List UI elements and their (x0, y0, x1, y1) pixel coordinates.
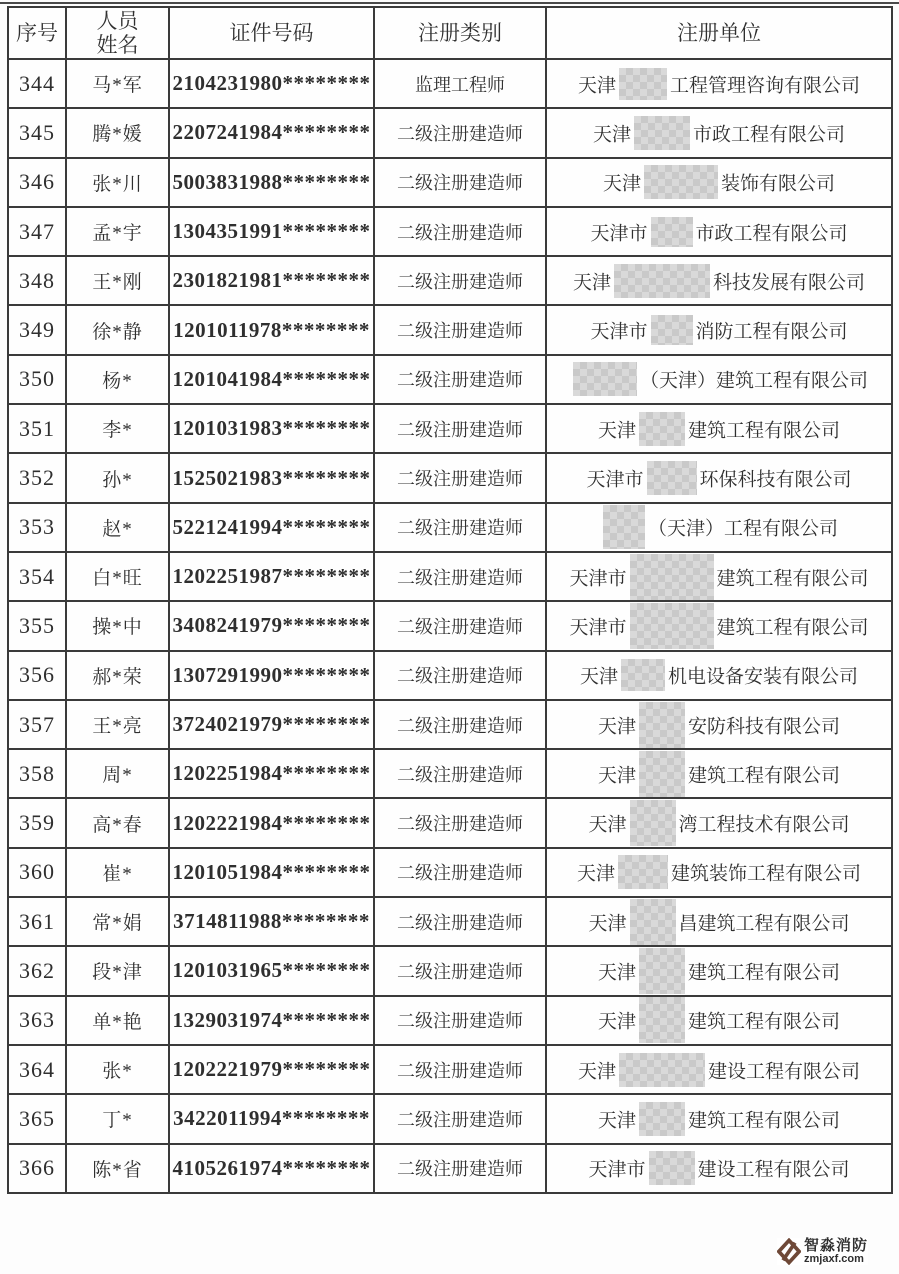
cell-registration-type: 二级注册建造师 (374, 848, 546, 897)
redaction-blur (614, 264, 710, 298)
cell-registration-type: 二级注册建造师 (374, 1094, 546, 1143)
header-registration-unit: 注册单位 (546, 7, 892, 59)
cell-person-name: 陈*省 (66, 1144, 169, 1193)
cell-registration-type: 二级注册建造师 (374, 996, 546, 1045)
header-registration-type: 注册类别 (374, 7, 546, 59)
redaction-blur (630, 603, 714, 649)
cell-registration-type: 二级注册建造师 (374, 946, 546, 995)
cell-person-name: 单*艳 (66, 996, 169, 1045)
unit-text: 天津市 (569, 568, 627, 590)
cropped-row-border (0, 2, 899, 4)
unit-text: 天津 (577, 1061, 616, 1083)
header-person-name (66, 7, 169, 59)
cell-registration-type: 二级注册建造师 (374, 256, 546, 305)
unit-text: 天津 (597, 765, 636, 787)
cell-serial: 362 (8, 946, 66, 995)
cell-registration-type: 二级注册建造师 (374, 552, 546, 601)
unit-text: 环保科技有限公司 (699, 469, 852, 491)
cell-person-name: 李* (66, 404, 169, 453)
cell-id-number: 5221241994******** (169, 503, 374, 552)
cell-person-name: 赵* (66, 503, 169, 552)
cell-serial: 356 (8, 651, 66, 700)
unit-text: 建筑工程有限公司 (688, 1110, 841, 1132)
cell-serial: 352 (8, 453, 66, 502)
cell-person-name: 徐*静 (66, 305, 169, 354)
redaction-blur (644, 165, 718, 199)
unit-text: 天津 (572, 272, 611, 294)
cell-registration-type: 二级注册建造师 (374, 749, 546, 798)
table-row (8, 848, 892, 897)
cell-id-number: 1202251987******** (169, 552, 374, 601)
cell-person-name: 崔* (66, 848, 169, 897)
cell-registration-type: 二级注册建造师 (374, 601, 546, 650)
unit-text: 天津 (597, 420, 636, 442)
cell-serial: 366 (8, 1144, 66, 1193)
redaction-blur (639, 702, 685, 748)
cell-serial: 361 (8, 897, 66, 946)
cell-id-number: 1201051984******** (169, 848, 374, 897)
unit-text: 工程管理咨询有限公司 (670, 75, 861, 97)
cell-serial: 363 (8, 996, 66, 1045)
unit-text: 消防工程有限公司 (695, 321, 848, 343)
redaction-blur (619, 1053, 705, 1087)
cell-serial: 365 (8, 1094, 66, 1143)
cell-registration-type: 二级注册建造师 (374, 404, 546, 453)
cell-id-number: 2104231980******** (169, 59, 374, 108)
table-row (8, 897, 892, 946)
table-row (8, 946, 892, 995)
cell-serial: 348 (8, 256, 66, 305)
redaction-blur (649, 1151, 695, 1185)
unit-text: 建设工程有限公司 (708, 1061, 861, 1083)
cell-serial: 346 (8, 158, 66, 207)
table-row (8, 552, 892, 601)
unit-text: 安防科技有限公司 (688, 716, 841, 737)
cell-registration-unit (546, 256, 892, 305)
cell-serial: 364 (8, 1045, 66, 1094)
cell-person-name: 孙* (66, 453, 169, 502)
redaction-blur (634, 116, 690, 150)
unit-text: 湾工程技术有限公司 (678, 814, 850, 836)
table-row (8, 1094, 892, 1143)
table-row (8, 355, 892, 404)
cell-id-number: 2207241984******** (169, 108, 374, 157)
header-id-number: 证件号码 (169, 7, 374, 59)
unit-text: 建筑装饰工程有限公司 (671, 863, 862, 885)
unit-text: 机电设备安装有限公司 (668, 666, 859, 688)
cell-person-name: 张*川 (66, 158, 169, 207)
unit-text: 天津 (577, 75, 616, 97)
cell-id-number: 3408241979******** (169, 601, 374, 650)
cell-registration-type: 二级注册建造师 (374, 1144, 546, 1193)
cell-serial: 349 (8, 305, 66, 354)
redaction-blur (639, 751, 685, 797)
header-serial: 序号 (8, 7, 66, 59)
redaction-blur (573, 362, 637, 396)
unit-text: 建筑工程有限公司 (688, 1011, 841, 1033)
header-person-name-line1: 人员 (96, 8, 139, 33)
table-row (8, 651, 892, 700)
cell-registration-type: 二级注册建造师 (374, 897, 546, 946)
cell-registration-type: 二级注册建造师 (374, 158, 546, 207)
zhimiao-diamond-logo-icon (777, 1238, 801, 1265)
cell-serial: 344 (8, 59, 66, 108)
cell-id-number: 1201041984******** (169, 355, 374, 404)
unit-text: 天津市 (588, 1159, 646, 1181)
table-row (8, 158, 892, 207)
table-row (8, 207, 892, 256)
cell-id-number: 1201011978******** (169, 305, 374, 354)
unit-text: （天津）工程有限公司 (647, 518, 838, 540)
cell-person-name: 杨* (66, 355, 169, 404)
table-row (8, 305, 892, 354)
redaction-blur (618, 855, 668, 889)
unit-text: 天津 (588, 913, 627, 935)
table-row (8, 1144, 892, 1193)
table-row (8, 453, 892, 502)
cell-registration-unit (546, 848, 892, 897)
unit-text: 建筑工程有限公司 (716, 617, 869, 639)
cell-id-number: 1202221984******** (169, 798, 374, 847)
unit-text: 天津 (576, 863, 615, 885)
table-row (8, 996, 892, 1045)
cell-registration-unit (546, 1094, 892, 1143)
cell-serial: 354 (8, 552, 66, 601)
cell-serial: 353 (8, 503, 66, 552)
cell-id-number: 1202251984******** (169, 749, 374, 798)
registration-table (7, 6, 893, 1194)
table-row (8, 749, 892, 798)
unit-text: 天津市 (586, 469, 644, 491)
cell-person-name: 孟*宇 (66, 207, 169, 256)
redaction-blur (639, 412, 685, 446)
header-row (8, 7, 892, 59)
cell-serial: 358 (8, 749, 66, 798)
cell-registration-type: 二级注册建造师 (374, 453, 546, 502)
cell-serial: 345 (8, 108, 66, 157)
cell-registration-unit (546, 1045, 892, 1094)
unit-text: 天津 (602, 173, 641, 195)
unit-text: 天津市 (569, 617, 627, 639)
table-row (8, 404, 892, 453)
redaction-blur (603, 505, 645, 549)
unit-text: （天津）建筑工程有限公司 (639, 370, 868, 392)
unit-text: 建筑工程有限公司 (716, 568, 869, 590)
redaction-blur (639, 997, 685, 1043)
unit-text: 昌建筑工程有限公司 (678, 913, 850, 935)
cell-id-number: 1201031965******** (169, 946, 374, 995)
cell-registration-type: 二级注册建造师 (374, 651, 546, 700)
cell-id-number: 1202221979******** (169, 1045, 374, 1094)
cell-registration-unit (546, 601, 892, 650)
cell-serial: 347 (8, 207, 66, 256)
redaction-blur (651, 217, 693, 247)
cell-serial: 350 (8, 355, 66, 404)
unit-text: 天津 (597, 716, 636, 737)
cell-registration-unit (546, 503, 892, 552)
cell-registration-unit (546, 158, 892, 207)
cell-registration-unit (546, 552, 892, 601)
cell-registration-type: 监理工程师 (374, 59, 546, 108)
table-row (8, 256, 892, 305)
cell-person-name: 王*刚 (66, 256, 169, 305)
redaction-blur (647, 461, 697, 495)
unit-text: 建筑工程有限公司 (688, 765, 841, 787)
cell-id-number: 1307291990******** (169, 651, 374, 700)
redaction-blur (621, 659, 665, 691)
cell-registration-type: 二级注册建造师 (374, 503, 546, 552)
cell-person-name: 郝*荣 (66, 651, 169, 700)
cell-registration-unit (546, 355, 892, 404)
unit-text: 科技发展有限公司 (713, 272, 866, 294)
unit-text: 天津 (592, 124, 631, 146)
cell-id-number: 5003831988******** (169, 158, 374, 207)
table-row (8, 601, 892, 650)
watermark-domain: zmjaxf.com (804, 1252, 864, 1265)
cell-registration-unit (546, 700, 892, 749)
cell-registration-type: 二级注册建造师 (374, 108, 546, 157)
cell-id-number: 3724021979******** (169, 700, 374, 749)
table-row (8, 108, 892, 157)
cell-registration-unit (546, 404, 892, 453)
unit-text: 天津 (579, 666, 618, 688)
cell-registration-unit (546, 897, 892, 946)
unit-text: 市政工程有限公司 (695, 223, 848, 245)
unit-text: 天津 (597, 1011, 636, 1033)
cell-registration-unit (546, 749, 892, 798)
cell-person-name: 马*军 (66, 59, 169, 108)
cell-serial: 357 (8, 700, 66, 749)
table-row (8, 1045, 892, 1094)
cell-id-number: 1525021983******** (169, 453, 374, 502)
cell-registration-unit (546, 996, 892, 1045)
cell-person-name: 丁* (66, 1094, 169, 1143)
unit-text: 天津市 (590, 223, 648, 245)
redaction-blur (639, 1102, 685, 1136)
cell-registration-unit (546, 453, 892, 502)
cell-registration-type: 二级注册建造师 (374, 798, 546, 847)
cell-person-name: 高*春 (66, 798, 169, 847)
cell-serial: 360 (8, 848, 66, 897)
cell-id-number: 1329031974******** (169, 996, 374, 1045)
table-row (8, 503, 892, 552)
cell-person-name: 白*旺 (66, 552, 169, 601)
watermark-brand: 智淼消防 (804, 1237, 869, 1254)
unit-text: 天津市 (590, 321, 648, 343)
cell-person-name: 腾*媛 (66, 108, 169, 157)
redaction-blur (630, 554, 714, 600)
redaction-blur (630, 800, 676, 846)
cell-id-number: 3422011994******** (169, 1094, 374, 1143)
cell-person-name: 段*津 (66, 946, 169, 995)
table-row (8, 700, 892, 749)
cell-registration-unit (546, 59, 892, 108)
cell-registration-unit (546, 651, 892, 700)
cell-registration-type: 二级注册建造师 (374, 1045, 546, 1094)
cell-id-number: 1304351991******** (169, 207, 374, 256)
unit-text: 建设工程有限公司 (697, 1159, 850, 1181)
cell-id-number: 4105261974******** (169, 1144, 374, 1193)
cell-person-name: 周* (66, 749, 169, 798)
redaction-blur (639, 948, 685, 994)
unit-text: 天津 (597, 1110, 636, 1132)
watermark (777, 1238, 868, 1265)
cell-serial: 351 (8, 404, 66, 453)
cell-id-number: 1201031983******** (169, 404, 374, 453)
cell-registration-unit (546, 1144, 892, 1193)
cell-serial: 359 (8, 798, 66, 847)
cell-person-name: 王*亮 (66, 700, 169, 749)
table-row (8, 59, 892, 108)
unit-text: 天津 (588, 814, 627, 836)
cell-registration-unit (546, 108, 892, 157)
cell-id-number: 3714811988******** (169, 897, 374, 946)
redaction-blur (619, 68, 667, 100)
header-person-name-line2: 姓名 (96, 33, 139, 57)
cell-person-name: 张* (66, 1045, 169, 1094)
cell-registration-unit (546, 798, 892, 847)
cell-registration-type: 二级注册建造师 (374, 305, 546, 354)
unit-text: 天津 (597, 962, 636, 984)
cell-id-number: 2301821981******** (169, 256, 374, 305)
redaction-blur (630, 899, 676, 945)
cell-registration-unit (546, 207, 892, 256)
cell-registration-unit (546, 946, 892, 995)
redaction-blur (651, 315, 693, 345)
unit-text: 建筑工程有限公司 (688, 420, 841, 442)
cell-registration-type: 二级注册建造师 (374, 207, 546, 256)
cell-registration-unit (546, 305, 892, 354)
cell-serial: 355 (8, 601, 66, 650)
cell-registration-type: 二级注册建造师 (374, 700, 546, 749)
unit-text: 市政工程有限公司 (693, 124, 846, 146)
unit-text: 建筑工程有限公司 (688, 962, 841, 984)
cell-person-name: 操*中 (66, 601, 169, 650)
unit-text: 装饰有限公司 (721, 173, 836, 195)
cell-person-name: 常*娟 (66, 897, 169, 946)
table-row (8, 798, 892, 847)
cell-registration-type: 二级注册建造师 (374, 355, 546, 404)
